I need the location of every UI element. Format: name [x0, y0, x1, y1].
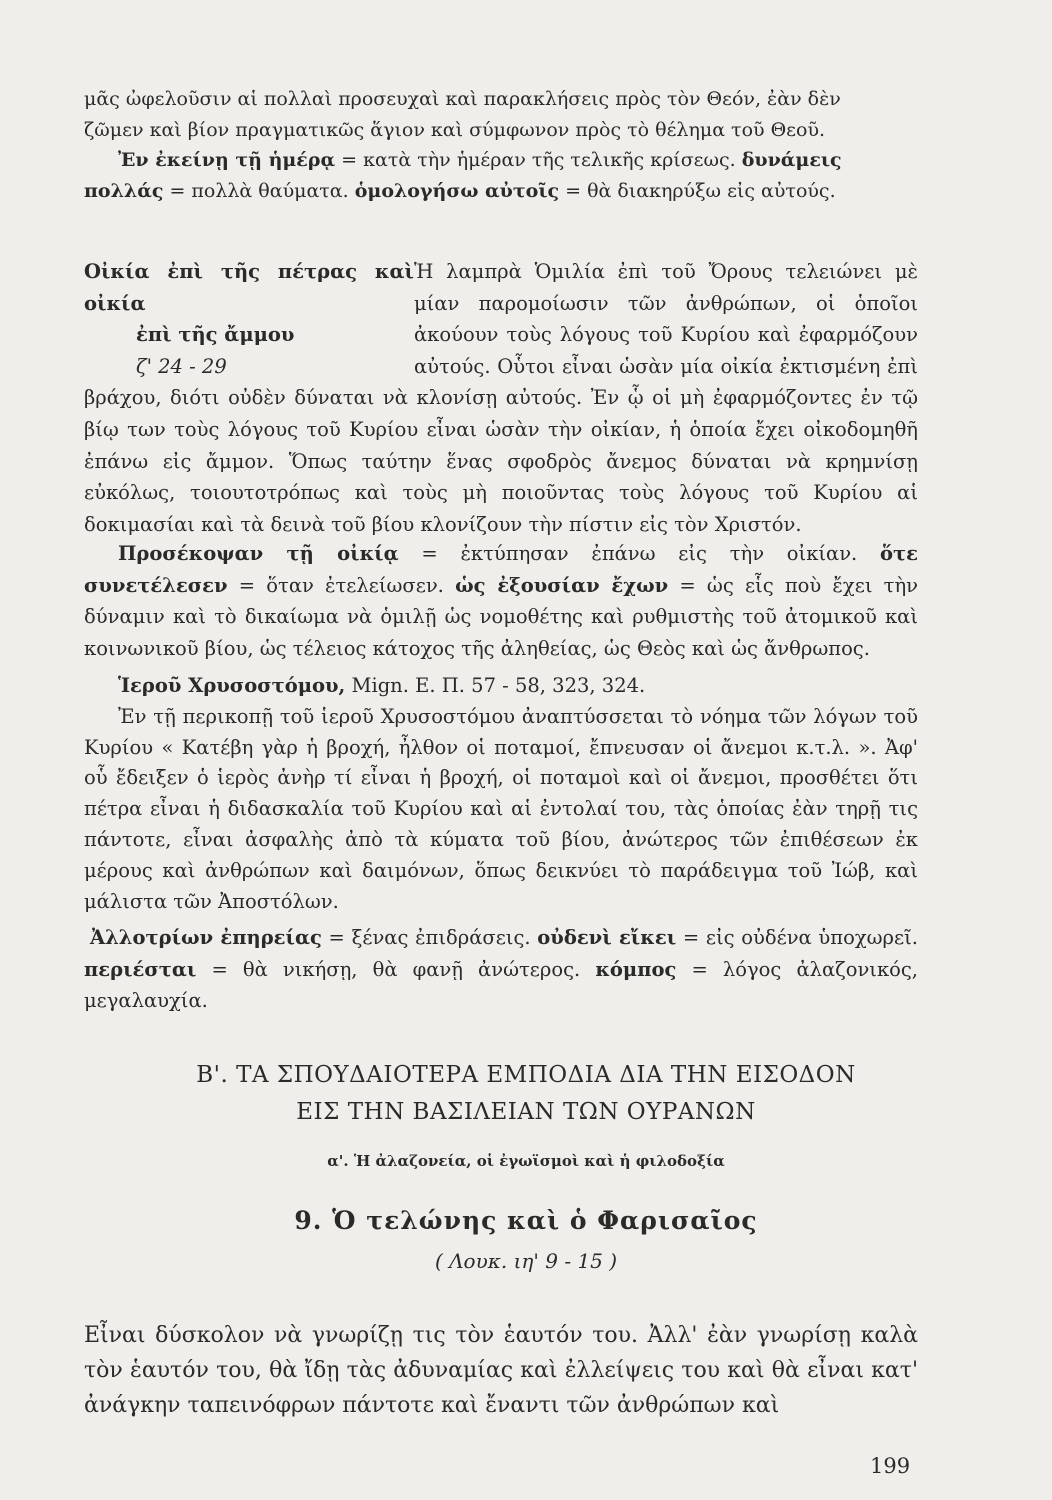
section-text: Ἡ λαμπρὰ Ὁμιλία ἐπὶ τοῦ Ὄρους τελειώνει μὲ μίαν παρομοίωσιν τῶν ἀνθρώπων, οἱ ὁποῖοι ἀκούουν τοὺς λόγους τοῦ Κυρίου καὶ ἐφαρμόζουν αὐτούς. Οὗτοι εἶναι ὡσὰν μία οἰκία ἐκτισμένη ἐπὶ βράχου, διότι οὐδὲν δύναται νὰ κλονίσῃ αὐτούς. Ἐν ᾧ οἱ μὴ ἐφαρμόζοντες ἐν τῷ βίῳ των τοὺς λόγους τοῦ Κυρίου εἶναι ὡσὰν τὴν οἰκίαν, ἡ ὁποία ἔχει οἰκοδομηθῆ ἐπάνω εἰς ἄμμον. Ὅπως ταύτην ἕνας σφοδρὸς ἄνεμος δύναται νὰ κρημνίσῃ εὐκόλως, τοιουτοτρόπως καὶ τοὺς μὴ ποιοῦντας τοὺς λόγους τοῦ Κυρίου αἱ δοκιμασίαι καὶ τὰ δεινὰ τοῦ βίου κλονίζουν τὴν πίστιν εἰς τὸν Χριστόν.	[84, 260, 918, 536]
glossary-paragraph	[84, 922, 918, 1017]
gloss-def: = θὰ νικήσῃ, θὰ φανῇ ἀνώτερος.	[196, 957, 596, 981]
chapter-title-line2: ΕΙΣ ΤΗΝ ΒΑΣΙΛΕΙΑΝ ΤΩΝ ΟΥΡΑΝΩΝ	[296, 1099, 756, 1125]
gloss-def: = ὅταν ἐτελείωσεν.	[227, 573, 456, 597]
glossary-paragraph	[84, 538, 918, 664]
text-line: μᾶς ὠφελοῦσιν αἱ πολλαὶ προσευχαὶ καὶ παρακλήσεις πρὸς τὸν Θεόν, ἐὰν δὲν	[84, 88, 841, 110]
intro-paragraph	[84, 1318, 918, 1423]
side-heading-line2: ἐπὶ τῆς ἄμμου	[136, 323, 295, 347]
top-paragraph	[84, 84, 916, 206]
gloss-def: = ἐκτύπησαν ἐπάνω εἰς τὴν οἰκίαν.	[398, 542, 881, 565]
side-heading	[84, 256, 414, 382]
intro-text: Εἶναι δύσκολον νὰ γνωρίζῃ τις τὸν ἑαυτόν του. Ἀλλ' ἐὰν γνωρίσῃ καλὰ τὸν ἑαυτόν του, θὰ ἴδῃ τὰς ἀδυναμίας καὶ ἐλλείψεις του καὶ θὰ εἶναι κατ' ἀνάγκην ταπεινόφρων πάντοτε καὶ ἔναντι τῶν ἀνθρώπων καὶ	[84, 1323, 918, 1418]
gloss-term: Ἀλλοτρίων ἐπηρείας	[90, 926, 322, 949]
gloss-term: οὐδενὶ εἴκει	[537, 926, 677, 949]
chrysostom-citation: Mign. E. Π. 57 - 58, 323, 324.	[345, 674, 646, 697]
section-house-on-rock	[84, 256, 918, 540]
glossary-line	[84, 145, 916, 206]
glossary-block-2	[84, 922, 918, 1017]
gloss-term: ὁμολογήσω αὐτοῖς	[354, 179, 560, 202]
chrysostom-section	[84, 671, 918, 917]
gloss-def: = λόγος ἀλαζονικός, μεγαλαυχία.	[84, 957, 918, 1012]
gloss-term: Ἐν ἐκείνῃ τῇ ἡμέρᾳ	[118, 149, 336, 171]
gloss-def: = ὡς εἷς ποὺ ἔχει τὴν δύναμιν καὶ τὸ δικαίωμα νὰ ὁμιλῇ ὡς νομοθέτης καὶ ρυθμιστὴς τοῦ ἀτομικοῦ καὶ κοινωνικοῦ βίου, ὡς τέλειος κάτοχος τῆς ἀληθείας, ὡς Θεὸς καὶ ὡς ἄνθρωπος.	[84, 573, 918, 660]
lesson-reference: ( Λουκ. ιη' 9 - 15 )	[434, 1249, 618, 1273]
chrysostom-heading: Ἱεροῦ Χρυσοστόμου,	[118, 674, 346, 697]
gloss-def: = εἰς οὐδένα ὑποχωρεῖ.	[676, 926, 918, 949]
chrysostom-text: Ἐν τῇ περικοπῇ τοῦ ἱεροῦ Χρυσοστόμου ἀναπτύσσεται τὸ νόημα τῶν λόγων τοῦ Κυρίου « Κατέβη γὰρ ἡ βροχή, ἦλθον οἱ ποταμοί, ἔπνευσαν οἱ ἄνεμοι κ.τ.λ. ». Ἀφ' οὗ ἔδειξεν ὁ ἱερὸς ἀνὴρ τί εἶναι ἡ βροχή, οἱ ποταμοὶ καὶ οἱ ἄνεμοι, προσθέτει ὅτι πέτρα εἶναι ἡ διδασκαλία τοῦ Κυρίου καὶ αἱ ἐντολαί του, τὰς ὁποίας ἐὰν τηρῇ τις πάντοτε, εἶναι ἀσφαλὴς ἀπὸ τὰ κύματα τοῦ βίου, ἀνώτερος τῶν ἐπιθέσεων ἐκ μέρους καὶ ἀνθρώπων καὶ δαιμόνων, ὅπως δεικνύει τὸ παράδειγμα τοῦ Ἰώβ, καὶ μάλιστα τῶν Ἀποστόλων.	[84, 704, 918, 913]
gloss-term: περιέσται	[84, 957, 197, 981]
gloss-term: κόμπος	[595, 957, 677, 981]
lesson-title: 9. Ὁ τελώνης καὶ ὁ Φαρισαῖος	[294, 1206, 758, 1235]
gloss-def: = θὰ διακηρύξω εἰς αὐτούς.	[559, 179, 836, 202]
chapter-title-line1: Β'. ΤΑ ΣΠΟΥΔΑΙΟΤΕΡΑ ΕΜΠΟΔΙΑ ΔΙΑ ΤΗΝ ΕΙΣΟΔΟΝ	[196, 1062, 856, 1088]
gloss-def: = κατὰ τὴν ἡμέραν τῆς τελικῆς κρίσεως.	[335, 149, 742, 171]
gloss-term: δυνάμεις πολλάς	[84, 149, 842, 202]
gloss-term: Προσέκοψαν τῇ οἰκίᾳ	[118, 542, 399, 565]
side-heading-ref: ζ' 24 - 29	[136, 354, 227, 378]
gloss-def: = ξένας ἐπιδράσεις.	[321, 926, 538, 949]
gloss-term: ὅτε συνετέλεσεν	[84, 542, 918, 597]
chrysostom-heading-line	[84, 671, 918, 702]
text-line: ζῶμεν καὶ βίον πραγματικῶς ἅγιον καὶ σύμφωνον πρὸς τὸ θέλημα τοῦ Θεοῦ.	[84, 118, 826, 141]
gloss-def: = πολλὰ θαύματα.	[163, 179, 355, 202]
chapter-subtitle: α'. Ἡ ἀλαζονεία, οἱ ἐγωϊσμοὶ καὶ ἡ φιλοδοξία	[327, 1152, 725, 1170]
glossary-block-1	[84, 538, 918, 664]
gloss-term: ὡς ἐξουσίαν ἔχων	[455, 573, 669, 597]
page-number: 199	[870, 1454, 911, 1478]
side-heading-line1: Οἰκία ἐπὶ τῆς πέτρας καὶ οἰκία	[84, 260, 414, 315]
